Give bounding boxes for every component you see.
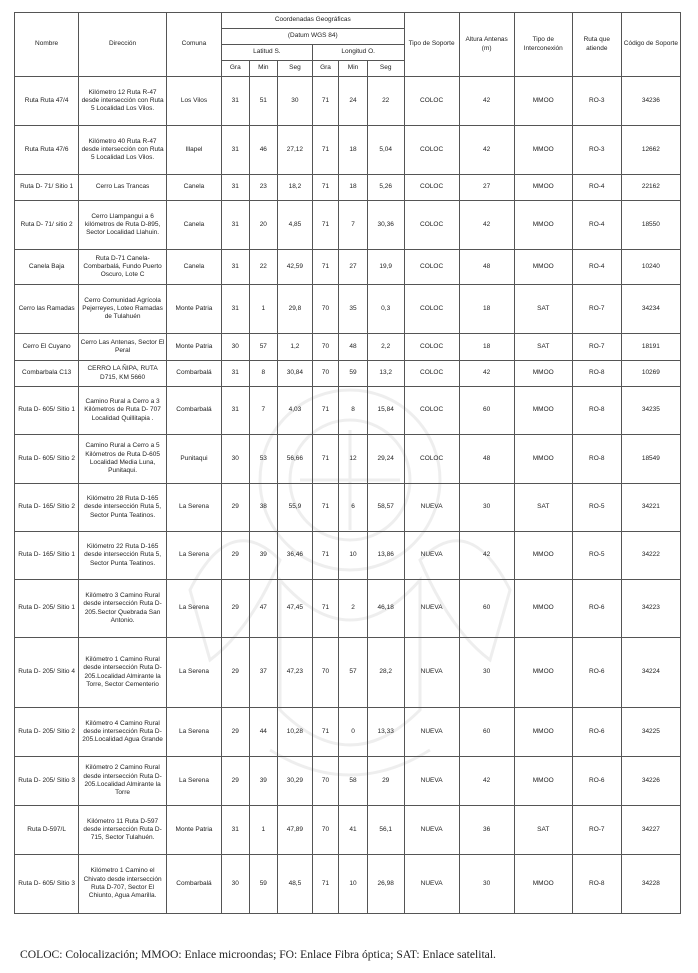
cell-lat-seg: 56,66 [278,435,313,484]
cell-lon-seg: 26,98 [367,855,404,914]
cell-lat-gra: 31 [222,250,250,285]
cell-lat-seg: 27,12 [278,126,313,175]
cell-interconexion: MMOO [514,387,572,435]
header-lon-seg: Seg [367,61,404,77]
cell-lat-gra: 31 [222,387,250,435]
cell-nombre: Ruta Ruta 47/6 [15,126,79,175]
cell-nombre: Ruta D- 205/ Sitio 4 [15,638,79,708]
cell-altura: 42 [459,757,514,806]
cell-lat-seg: 55,9 [278,484,313,532]
cell-lat-min: 57 [249,334,278,361]
cell-lon-gra: 71 [312,250,339,285]
cell-lon-gra: 71 [312,708,339,757]
cell-nombre: Ruta D- 165/ Sitio 1 [15,532,79,580]
cell-lat-min: 7 [249,387,278,435]
cell-codigo: 22162 [621,175,680,201]
cell-codigo: 34235 [621,387,680,435]
cell-lat-seg: 10,28 [278,708,313,757]
cell-lat-gra: 29 [222,484,250,532]
cell-lat-seg: 29,8 [278,285,313,334]
cell-altura: 60 [459,580,514,638]
cell-ruta: RO-8 [572,435,621,484]
cell-lat-seg: 4,85 [278,201,313,250]
table-row [15,580,681,638]
cell-lat-seg: 47,89 [278,806,313,855]
cell-lon-seg: 28,2 [367,638,404,708]
cell-lon-min: 6 [339,484,368,532]
antenna-sites-table [14,12,681,914]
header-tipo-soporte: Tipo de Soporte [404,13,459,77]
cell-codigo: 34234 [621,285,680,334]
cell-lat-min: 23 [249,175,278,201]
cell-lon-gra: 70 [312,806,339,855]
cell-ruta: RO-4 [572,201,621,250]
cell-ruta: RO-5 [572,484,621,532]
cell-nombre: Ruta Ruta 47/4 [15,77,79,126]
cell-direccion: Cerro Comunidad Agrícola Pejerreyes, Loteo Ramadas de Tulahuén [79,285,167,334]
table-row [15,334,681,361]
cell-lat-gra: 31 [222,361,250,387]
table-row [15,806,681,855]
cell-lat-seg: 36,46 [278,532,313,580]
cell-lat-seg: 42,59 [278,250,313,285]
cell-lat-seg: 30,29 [278,757,313,806]
cell-ruta: RO-4 [572,175,621,201]
cell-direccion: Cerro Las Trancas [79,175,167,201]
cell-lon-seg: 0,3 [367,285,404,334]
table-row [15,757,681,806]
table-row [15,387,681,435]
cell-lon-min: 27 [339,250,368,285]
cell-lon-min: 10 [339,855,368,914]
cell-lat-gra: 31 [222,175,250,201]
cell-altura: 18 [459,334,514,361]
header-lat-min: Min [249,61,278,77]
cell-ruta: RO-6 [572,757,621,806]
cell-lon-min: 59 [339,361,368,387]
cell-nombre: Ruta D- 205/ Sitio 2 [15,708,79,757]
header-lon-gra: Gra [312,61,339,77]
cell-comuna: Combarbalá [166,361,221,387]
cell-nombre: Ruta D- 71/ Sitio 1 [15,175,79,201]
cell-comuna: Combarbalá [166,387,221,435]
cell-ruta: RO-7 [572,334,621,361]
cell-ruta: RO-6 [572,580,621,638]
cell-lon-min: 0 [339,708,368,757]
cell-lat-seg: 30,84 [278,361,313,387]
cell-soporte: COLOC [404,334,459,361]
cell-lat-gra: 29 [222,638,250,708]
cell-lon-gra: 70 [312,361,339,387]
cell-lat-min: 39 [249,532,278,580]
cell-direccion: Kilómetro 1 Camino el Chivato desde intersección Ruta D-707, Sector El Chiunto, Agua Amarilla. [79,855,167,914]
cell-interconexion: MMOO [514,361,572,387]
cell-interconexion: MMOO [514,126,572,175]
cell-lon-gra: 71 [312,484,339,532]
cell-comuna: Combarbalá [166,855,221,914]
cell-direccion: Camino Rural a Cerro a 3 Kilómetros de Ruta D- 707 Localidad Quillitapia . [79,387,167,435]
cell-lat-gra: 29 [222,532,250,580]
cell-lon-min: 58 [339,757,368,806]
cell-lat-min: 22 [249,250,278,285]
cell-soporte: NUEVA [404,532,459,580]
cell-codigo: 34223 [621,580,680,638]
cell-comuna: Monte Patria [166,806,221,855]
header-nombre: Nombre [15,13,79,77]
cell-ruta: RO-8 [572,361,621,387]
cell-lat-seg: 47,23 [278,638,313,708]
cell-lon-gra: 71 [312,580,339,638]
cell-lon-seg: 13,33 [367,708,404,757]
cell-ruta: RO-8 [572,855,621,914]
cell-ruta: RO-6 [572,638,621,708]
cell-interconexion: MMOO [514,580,572,638]
cell-lon-min: 48 [339,334,368,361]
cell-lon-min: 7 [339,201,368,250]
table-row [15,126,681,175]
cell-comuna: Canela [166,201,221,250]
cell-lon-gra: 70 [312,285,339,334]
cell-lat-gra: 29 [222,580,250,638]
cell-soporte: NUEVA [404,580,459,638]
cell-lon-gra: 71 [312,201,339,250]
cell-lat-gra: 29 [222,708,250,757]
cell-soporte: COLOC [404,175,459,201]
cell-altura: 18 [459,285,514,334]
header-datum: (Datum WGS 84) [222,29,405,45]
cell-lon-gra: 70 [312,638,339,708]
cell-lat-min: 51 [249,77,278,126]
cell-nombre: Ruta D- 605/ Sitio 3 [15,855,79,914]
cell-codigo: 34225 [621,708,680,757]
cell-codigo: 12662 [621,126,680,175]
cell-nombre: Canela Baja [15,250,79,285]
cell-lon-min: 8 [339,387,368,435]
cell-comuna: Los Vilos [166,77,221,126]
cell-altura: 30 [459,638,514,708]
cell-lon-seg: 15,84 [367,387,404,435]
cell-lat-min: 1 [249,806,278,855]
cell-altura: 60 [459,387,514,435]
cell-direccion: Ruta D-71 Canela-Combarbalá, Fundo Puerto Oscuro, Lote C [79,250,167,285]
cell-comuna: Canela [166,250,221,285]
cell-lat-min: 47 [249,580,278,638]
table-row [15,175,681,201]
header-altura: Altura Antenas (m) [459,13,514,77]
cell-ruta: RO-3 [572,77,621,126]
cell-nombre: Cerro El Cuyano [15,334,79,361]
cell-ruta: RO-3 [572,126,621,175]
cell-lon-seg: 5,04 [367,126,404,175]
cell-comuna: La Serena [166,580,221,638]
cell-lon-gra: 70 [312,757,339,806]
cell-nombre: Ruta D- 605/ Sitio 1 [15,387,79,435]
cell-lon-gra: 71 [312,855,339,914]
cell-lon-min: 2 [339,580,368,638]
cell-lon-gra: 71 [312,435,339,484]
cell-interconexion: MMOO [514,435,572,484]
cell-codigo: 34221 [621,484,680,532]
cell-lat-gra: 29 [222,757,250,806]
cell-lat-gra: 30 [222,855,250,914]
cell-interconexion: SAT [514,484,572,532]
cell-soporte: NUEVA [404,484,459,532]
cell-ruta: RO-4 [572,250,621,285]
table-row [15,285,681,334]
cell-lon-seg: 29 [367,757,404,806]
cell-lat-min: 39 [249,757,278,806]
cell-nombre: Ruta D- 165/ Sitio 2 [15,484,79,532]
cell-soporte: COLOC [404,77,459,126]
cell-comuna: Monte Patria [166,285,221,334]
cell-comuna: La Serena [166,484,221,532]
cell-lon-seg: 19,9 [367,250,404,285]
cell-soporte: NUEVA [404,757,459,806]
cell-codigo: 34226 [621,757,680,806]
cell-lat-gra: 31 [222,806,250,855]
cell-lon-gra: 70 [312,334,339,361]
cell-comuna: La Serena [166,532,221,580]
header-latitud: Latitud S. [222,45,313,61]
table-row [15,855,681,914]
cell-interconexion: MMOO [514,855,572,914]
cell-lat-min: 20 [249,201,278,250]
cell-nombre: Ruta D-597/L [15,806,79,855]
cell-lat-min: 8 [249,361,278,387]
cell-interconexion: MMOO [514,708,572,757]
cell-nombre: Ruta D- 605/ Sitio 2 [15,435,79,484]
cell-lat-min: 37 [249,638,278,708]
cell-direccion: Kilómetro 1 Camino Rural desde intersección Ruta D-205.Localidad Almirante la Torre, Sector Cementerio [79,638,167,708]
table-row [15,708,681,757]
cell-nombre: Ruta D- 71/ sitio 2 [15,201,79,250]
cell-lon-gra: 71 [312,126,339,175]
cell-lon-min: 57 [339,638,368,708]
cell-lat-seg: 47,45 [278,580,313,638]
cell-altura: 42 [459,361,514,387]
cell-soporte: COLOC [404,361,459,387]
cell-lon-seg: 22 [367,77,404,126]
cell-lat-gra: 31 [222,285,250,334]
table-row [15,361,681,387]
header-coordenadas: Coordenadas Geográficas [222,13,405,29]
cell-lat-gra: 31 [222,77,250,126]
table-row [15,77,681,126]
cell-soporte: COLOC [404,250,459,285]
cell-comuna: Monte Patria [166,334,221,361]
cell-lat-min: 53 [249,435,278,484]
cell-altura: 30 [459,484,514,532]
table-row [15,484,681,532]
cell-lon-gra: 71 [312,387,339,435]
table-row [15,250,681,285]
cell-interconexion: MMOO [514,638,572,708]
cell-altura: 36 [459,806,514,855]
cell-altura: 42 [459,532,514,580]
cell-altura: 60 [459,708,514,757]
header-lat-gra: Gra [222,61,250,77]
cell-lon-gra: 71 [312,532,339,580]
cell-direccion: Cerro Llampangui a 6 kilómetros de Ruta D-895, Sector Localidad Llahuin. [79,201,167,250]
cell-interconexion: MMOO [514,77,572,126]
header-lon-min: Min [339,61,368,77]
cell-lon-seg: 30,36 [367,201,404,250]
cell-lat-gra: 31 [222,126,250,175]
cell-interconexion: MMOO [514,201,572,250]
cell-nombre: Ruta D- 205/ Sitio 3 [15,757,79,806]
cell-interconexion: SAT [514,285,572,334]
cell-codigo: 10269 [621,361,680,387]
cell-ruta: RO-7 [572,806,621,855]
cell-ruta: RO-7 [572,285,621,334]
cell-soporte: COLOC [404,387,459,435]
table-row [15,638,681,708]
table-body [15,77,681,914]
header-direccion: Dirección [79,13,167,77]
cell-soporte: COLOC [404,285,459,334]
cell-lon-seg: 2,2 [367,334,404,361]
cell-ruta: RO-6 [572,708,621,757]
table-row [15,532,681,580]
cell-interconexion: SAT [514,806,572,855]
cell-comuna: Illapel [166,126,221,175]
cell-soporte: NUEVA [404,708,459,757]
cell-altura: 48 [459,250,514,285]
cell-lat-seg: 18,2 [278,175,313,201]
cell-ruta: RO-8 [572,387,621,435]
cell-direccion: Kilómetro 2 Camino Rural desde intersección Ruta D-205.Localidad Almirante la Torre [79,757,167,806]
cell-direccion: Kilómetro 28 Ruta D-165 desde intersección Ruta 5, Sector Punta Teatinos. [79,484,167,532]
cell-codigo: 34224 [621,638,680,708]
cell-comuna: La Serena [166,708,221,757]
cell-altura: 48 [459,435,514,484]
cell-codigo: 18191 [621,334,680,361]
table-row [15,201,681,250]
cell-comuna: La Serena [166,757,221,806]
cell-altura: 30 [459,855,514,914]
cell-nombre: Combarbala C13 [15,361,79,387]
cell-codigo: 10240 [621,250,680,285]
cell-interconexion: MMOO [514,757,572,806]
cell-interconexion: MMOO [514,250,572,285]
header-codigo: Código de Soporte [621,13,680,77]
cell-lon-seg: 46,18 [367,580,404,638]
cell-ruta: RO-5 [572,532,621,580]
cell-lat-gra: 30 [222,435,250,484]
cell-soporte: NUEVA [404,806,459,855]
cell-altura: 42 [459,126,514,175]
cell-direccion: Kilómetro 12 Ruta R-47 desde intersección con Ruta 5 Localidad Los Vilos. [79,77,167,126]
cell-lon-seg: 13,86 [367,532,404,580]
cell-altura: 42 [459,201,514,250]
cell-lat-gra: 30 [222,334,250,361]
header-ruta: Ruta que atiende [572,13,621,77]
header-comuna: Comuna [166,13,221,77]
cell-lon-min: 12 [339,435,368,484]
cell-comuna: La Serena [166,638,221,708]
cell-lon-min: 24 [339,77,368,126]
header-tipo-interconexion: Tipo de Interconexión [514,13,572,77]
cell-lon-gra: 71 [312,175,339,201]
cell-soporte: COLOC [404,435,459,484]
cell-lon-min: 35 [339,285,368,334]
cell-soporte: NUEVA [404,855,459,914]
cell-codigo: 34236 [621,77,680,126]
cell-codigo: 34228 [621,855,680,914]
cell-lat-min: 1 [249,285,278,334]
cell-direccion: Cerro Las Antenas, Sector El Peral [79,334,167,361]
cell-lon-min: 18 [339,175,368,201]
cell-soporte: COLOC [404,201,459,250]
cell-lon-min: 41 [339,806,368,855]
cell-codigo: 34222 [621,532,680,580]
cell-soporte: NUEVA [404,638,459,708]
cell-direccion: CERRO LA ÑIPA, RUTA D715, KM 5660 [79,361,167,387]
cell-soporte: COLOC [404,126,459,175]
cell-lon-seg: 13,2 [367,361,404,387]
cell-lat-gra: 31 [222,201,250,250]
cell-direccion: Kilómetro 11 Ruta D-597 desde intersección Ruta D-715, Sector Tulahuén. [79,806,167,855]
cell-lat-min: 46 [249,126,278,175]
cell-comuna: Canela [166,175,221,201]
cell-lon-seg: 58,57 [367,484,404,532]
cell-lon-seg: 29,24 [367,435,404,484]
cell-nombre: Cerro las Ramadas [15,285,79,334]
cell-comuna: Punitaqui [166,435,221,484]
cell-interconexion: SAT [514,334,572,361]
cell-lon-min: 18 [339,126,368,175]
header-lat-seg: Seg [278,61,313,77]
cell-interconexion: MMOO [514,175,572,201]
cell-lat-seg: 1,2 [278,334,313,361]
cell-direccion: Kilómetro 3 Camino Rural desde intersección Ruta D-205.Sector Quebrada San Antonio. [79,580,167,638]
cell-codigo: 18549 [621,435,680,484]
cell-altura: 42 [459,77,514,126]
footnote: COLOC: Colocalización; MMOO: Enlace microondas; FO: Enlace Fibra óptica; SAT: Enlace satelital. [20,948,496,961]
table-row [15,435,681,484]
cell-codigo: 34227 [621,806,680,855]
cell-lon-seg: 56,1 [367,806,404,855]
header-longitud: Longitud O. [312,45,404,61]
cell-direccion: Kilómetro 22 Ruta D-165 desde intersección Ruta 5, Sector Punta Teatinos. [79,532,167,580]
cell-codigo: 18550 [621,201,680,250]
cell-lon-min: 10 [339,532,368,580]
cell-interconexion: MMOO [514,532,572,580]
cell-lon-seg: 5,26 [367,175,404,201]
cell-lat-min: 44 [249,708,278,757]
cell-direccion: Camino Rural a Cerro a 5 Kilómetros de Ruta D-605 Localidad Media Luna, Punitaqui. [79,435,167,484]
cell-lon-gra: 71 [312,77,339,126]
cell-nombre: Ruta D- 205/ Sitio 1 [15,580,79,638]
cell-lat-min: 59 [249,855,278,914]
cell-altura: 27 [459,175,514,201]
cell-lat-seg: 48,5 [278,855,313,914]
cell-lat-seg: 4,03 [278,387,313,435]
cell-lat-seg: 30 [278,77,313,126]
cell-direccion: Kilómetro 4 Camino Rural desde intersección Ruta D-205.Localidad Agua Grande [79,708,167,757]
cell-direccion: Kilómetro 40 Ruta R-47 desde intersección con Ruta 5 Localidad Los Vilos. [79,126,167,175]
cell-lat-min: 38 [249,484,278,532]
